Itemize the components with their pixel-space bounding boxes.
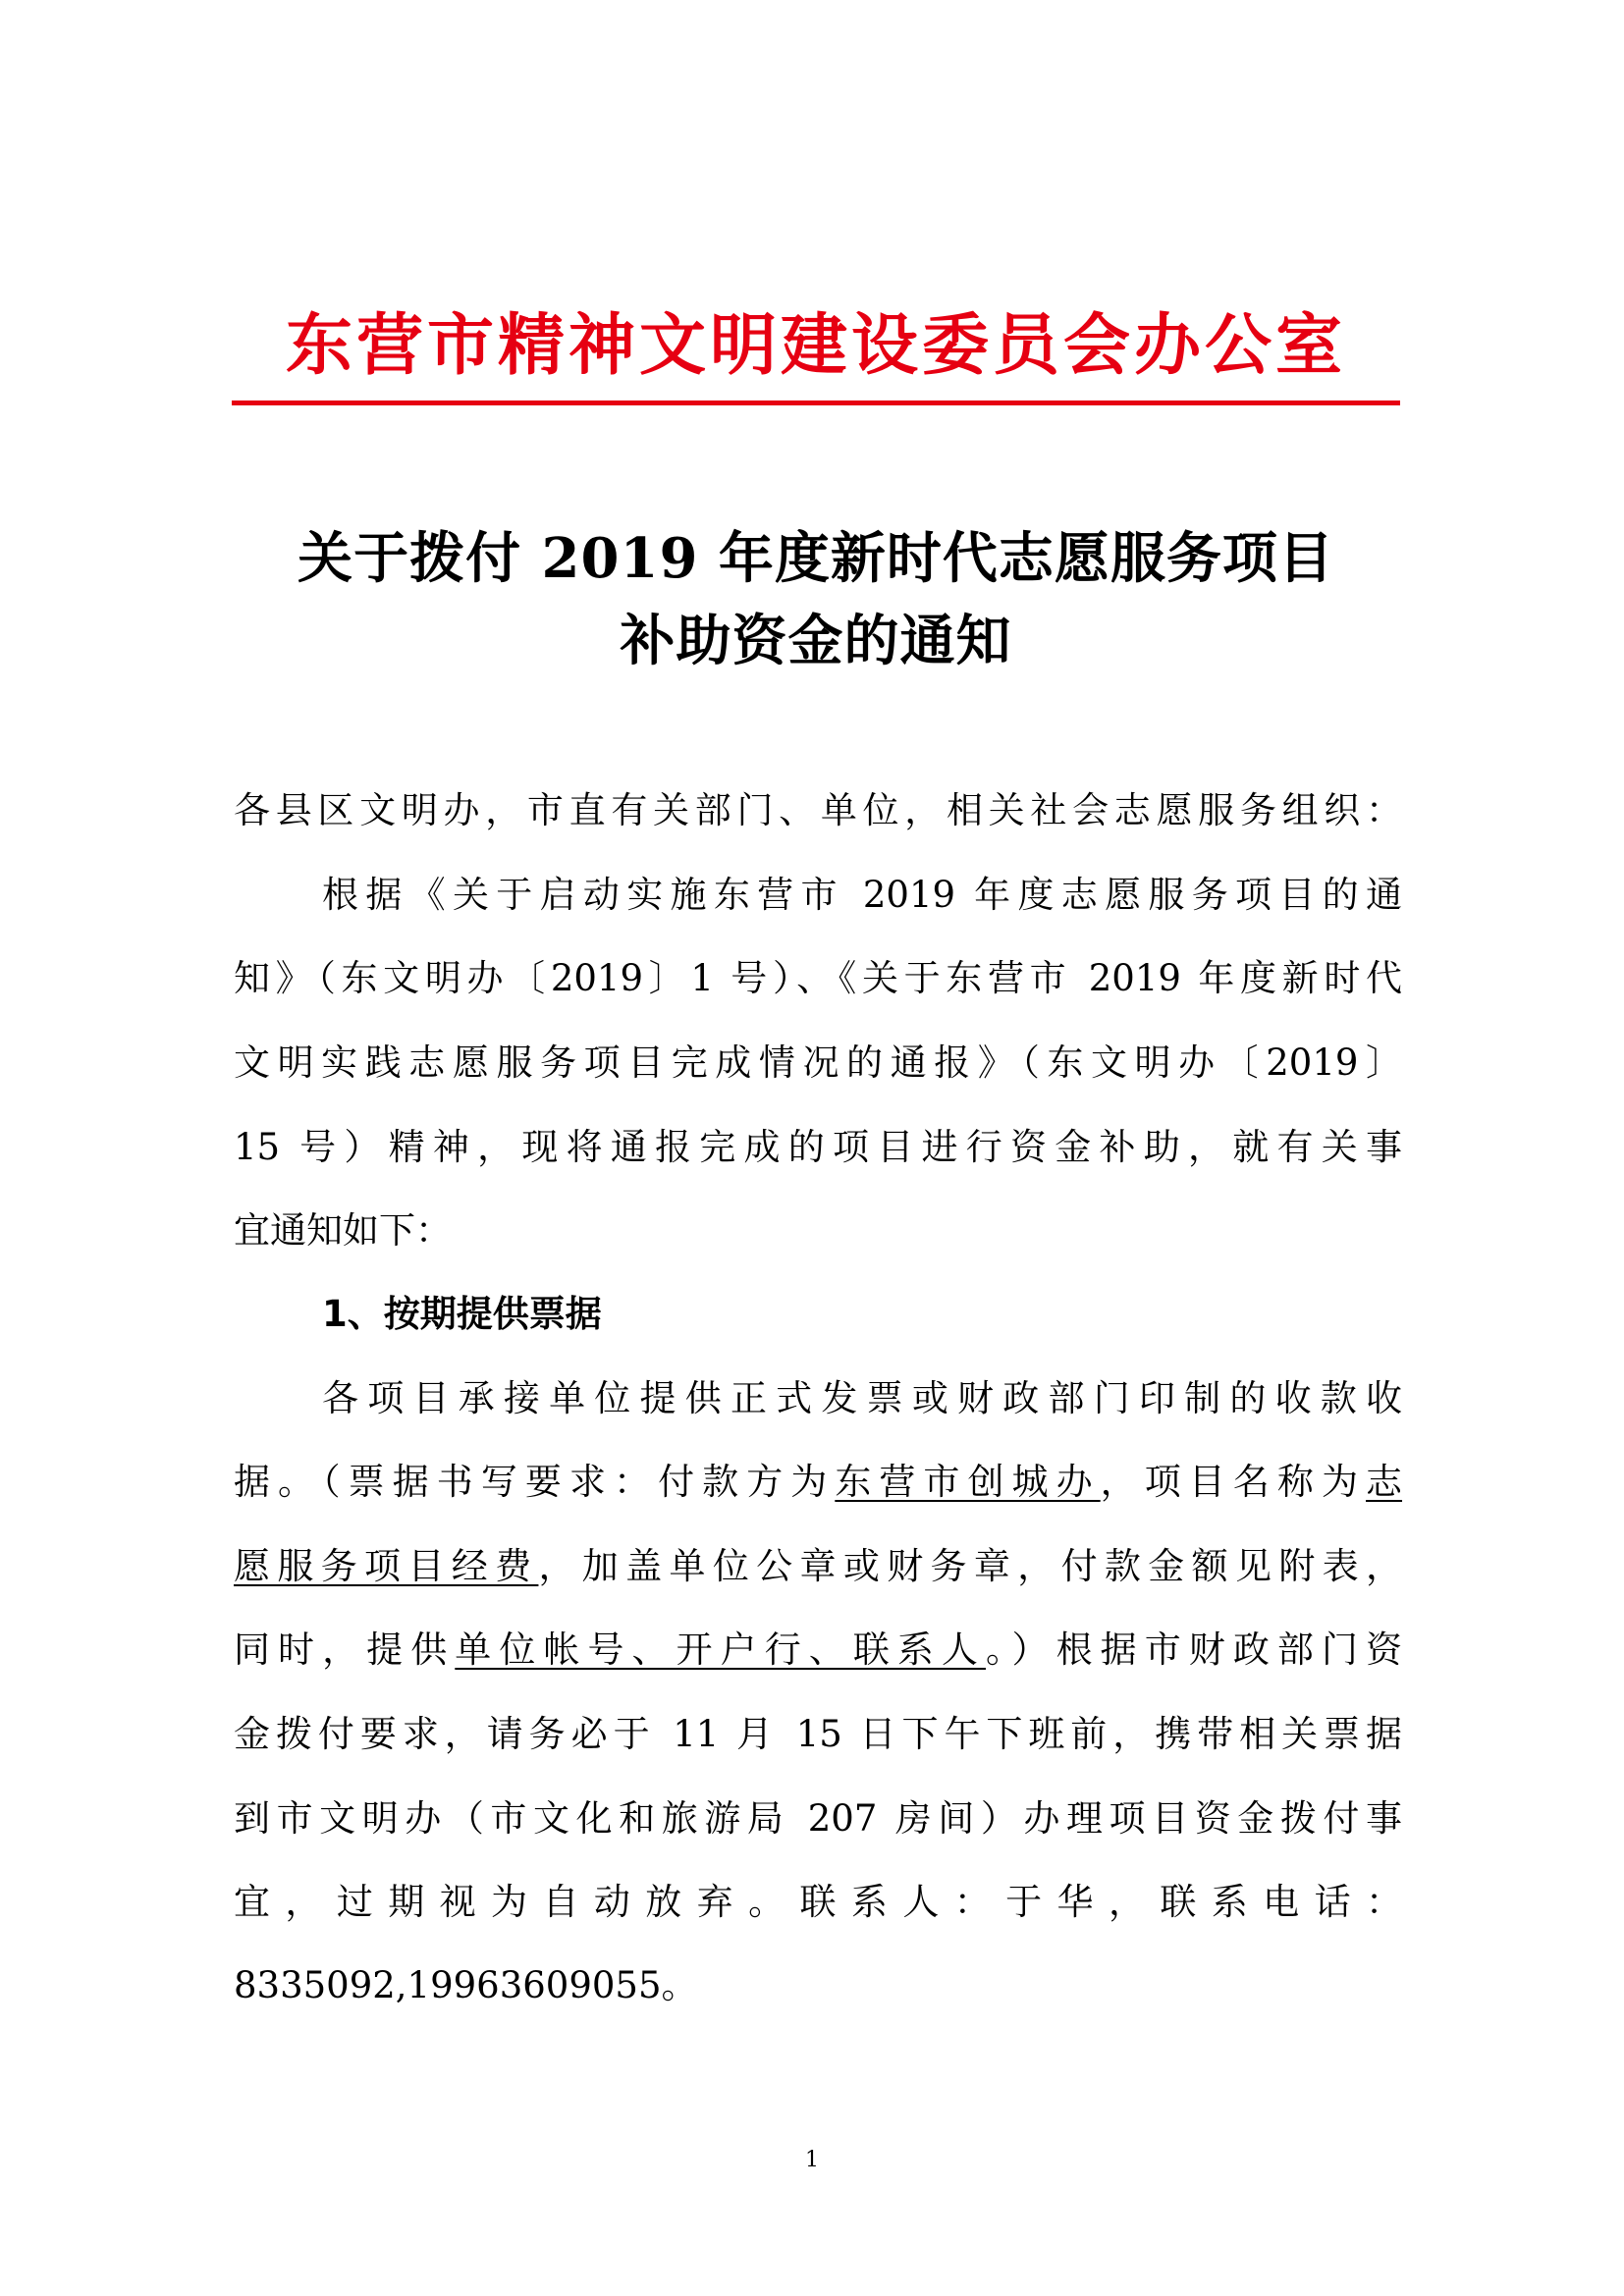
paragraph-2-line-5: 金拨付要求，请务必于 11 月 15 日下午下班前，携带相关票据	[234, 1713, 1402, 1755]
paragraph-1-line-3: 文明实践志愿服务项目完成情况的通报》（东文明办〔2019〕	[234, 1041, 1402, 1084]
header-red-rule	[232, 400, 1400, 405]
project-name-underlined: 愿服务项目经费	[234, 1545, 539, 1587]
account-info-underlined: 单位帐号、开户行、联系人	[455, 1629, 986, 1671]
payer-name-underlined: 东营市创城办	[835, 1461, 1101, 1503]
text-run: ，项目名称为	[1100, 1461, 1367, 1503]
text-run: ，加盖单位公章或财务章，付款金额见附表，	[538, 1545, 1403, 1587]
page-number: 1	[805, 2148, 819, 2172]
document-title-line-2: 补助资金的通知	[620, 609, 1012, 673]
paragraph-2-line-7: 宜，过期视为自动放弃。联系人：于华，联系电话：	[234, 1881, 1402, 1923]
paragraph-1-line-2: 知》（东文明办〔2019〕1 号）、《关于东营市 2019 年度新时代	[234, 957, 1402, 999]
paragraph-1-line-4: 15 号）精神，现将通报完成的项目进行资金补助，就有关事	[234, 1126, 1402, 1168]
text-run: 据。（票据书写要求：付款方为	[234, 1461, 836, 1503]
paragraph-1-line-5: 宜通知如下：	[234, 1209, 452, 1252]
paragraph-2-line-1: 各项目承接单位提供正式发票或财政部门印制的收款收	[322, 1377, 1402, 1419]
agency-header: 东营市精神文明建设委员会办公室	[285, 306, 1346, 385]
paragraph-2-line-3	[234, 1545, 1403, 1587]
paragraph-2-line-8: 8335092,19963609055。	[234, 1964, 698, 2006]
project-name-underlined: 志	[1366, 1461, 1403, 1503]
text-run: 。）根据市财政部门资	[986, 1629, 1403, 1671]
paragraph-2-line-6: 到市文明办（市文化和旅游局 207 房间）办理项目资金拨付事	[234, 1797, 1402, 1840]
paragraph-2-line-2	[234, 1461, 1403, 1503]
text-run: 同时，提供	[234, 1629, 456, 1671]
paragraph-1-line-1: 根据《关于启动实施东营市 2019 年度志愿服务项目的通	[322, 874, 1402, 916]
section-1-heading: 1、按期提供票据	[322, 1293, 602, 1335]
paragraph-2-line-4	[234, 1629, 1403, 1671]
document-title-line-1: 关于拨付 2019 年度新时代志愿服务项目	[298, 526, 1334, 591]
salutation: 各县区文明办，市直有关部门、单位，相关社会志愿服务组织：	[234, 789, 1402, 831]
